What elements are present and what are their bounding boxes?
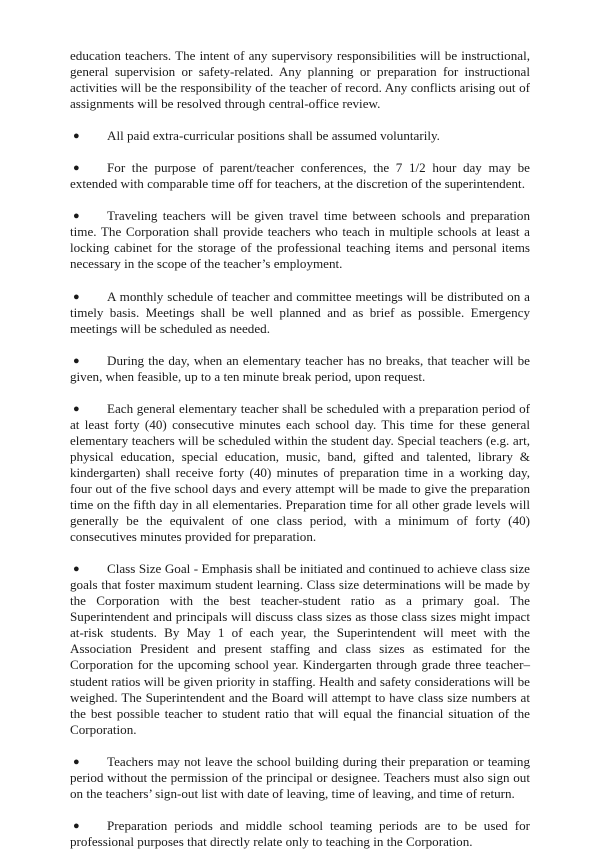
bullet-paragraph-text: Traveling teachers will be given travel time between schools and preparation time. The Corporation shall provide teachers who teach in multiple schools at least a locking cabinet for the storage of the professional teaching items and personal items necessary in the scope of the teacher’s employment. [70,208,530,272]
bullet-extra-curricular-positions [70,128,530,144]
bullet-point-icon: ● [73,819,80,832]
bullet-parent-teacher-conferences [70,160,530,192]
bullet-point-icon: ● [73,290,80,303]
bullet-leaving-school-building [70,754,530,802]
bullet-point-icon: ● [73,210,80,223]
bullet-paragraph-text: Teachers may not leave the school building during their preparation or teaming period without the permission of the principal or designee. Teachers must also sign out on the teachers’ sign-out list with date of leaving, time of leaving, and time of return. [70,753,530,801]
bullet-paragraph-text: During the day, when an elementary teacher has no breaks, that teacher will be given, when feasible, up to a ten minute break period, upon request. [70,352,530,384]
bullet-paragraph-text: Each general elementary teacher shall be scheduled with a preparation period of at least forty (40) consecutive minutes each school day. This time for these general elementary teachers will be scheduled within the student day. Special teachers (e.g. art, physical education, special education, music, band, gifted and talented, library & kindergarten) shall receive forty (40) minutes of preparation time in a working day, four out of the five school days and every attempt will be made to give the preparation time on the fifth day in all elementaries. Preparation time for all other grade levels will generally be the equivalent of one class period, with a minimum of forty (40) consecutives minutes provided for preparation. [70,400,530,545]
bullet-traveling-teachers [70,208,530,272]
bullet-point-icon: ● [73,162,80,175]
bullet-point-icon: ● [73,755,80,768]
bullet-class-size-goal [70,561,530,738]
paragraph-continuation-education-teachers: education teachers. The intent of any supervisory responsibilities will be instructional, general supervision or safety-related. Any planning or preparation for instructional activities will be the responsibility of the teacher of record. Any conflicts arising out of assignments will be resolved through central-office review. [70,48,530,112]
bullet-paragraph-text: Class Size Goal - Emphasis shall be initiated and continued to achieve class size goals that foster maximum student learning. Class size determinations will be made by the Corporation with the best teacher-student ratio as a primary goal. The Superintendent and principals will discuss class sizes as those class sizes might impact at-risk students. By May 1 of each year, the Superintendent will meet with the Association President and present staffing and class sizes as estimated for the Corporation for the upcoming school year. Kindergarten through grade three teacher–student ratios will be given priority in staffing. Health and safety considerations will be weighed. The Superintendent and the Board will attempt to have class size numbers at the best possible teacher to student ratio that will equal the financial situation of the Corporation. [70,561,530,737]
bullet-elementary-break-period [70,353,530,385]
bullet-point-icon: ● [73,130,80,143]
bullet-point-icon: ● [73,354,80,367]
bullet-paragraph-text: All paid extra-curricular positions shall be assumed voluntarily. [107,128,440,144]
bullet-point-icon: ● [73,563,80,576]
bullet-paragraph-text: For the purpose of parent/teacher conferences, the 7 1/2 hour day may be extended with comparable time off for teachers, at the discretion of the superintendent. [70,160,530,192]
document-body [70,48,530,850]
bullet-point-icon: ● [73,402,80,415]
bullet-paragraph-text: Preparation periods and middle school teaming periods are to be used for professional purposes that directly relate only to teaching in the Corporation. [70,817,530,849]
bullet-paragraph-text: A monthly schedule of teacher and committee meetings will be distributed on a timely basis. Meetings shall be well planned and as brief as possible. Emergency meetings will be scheduled as needed. [70,288,530,336]
bullet-preparation-periods-professional-use [70,818,530,850]
bullet-monthly-meeting-schedule [70,289,530,337]
bullet-preparation-period [70,401,530,545]
